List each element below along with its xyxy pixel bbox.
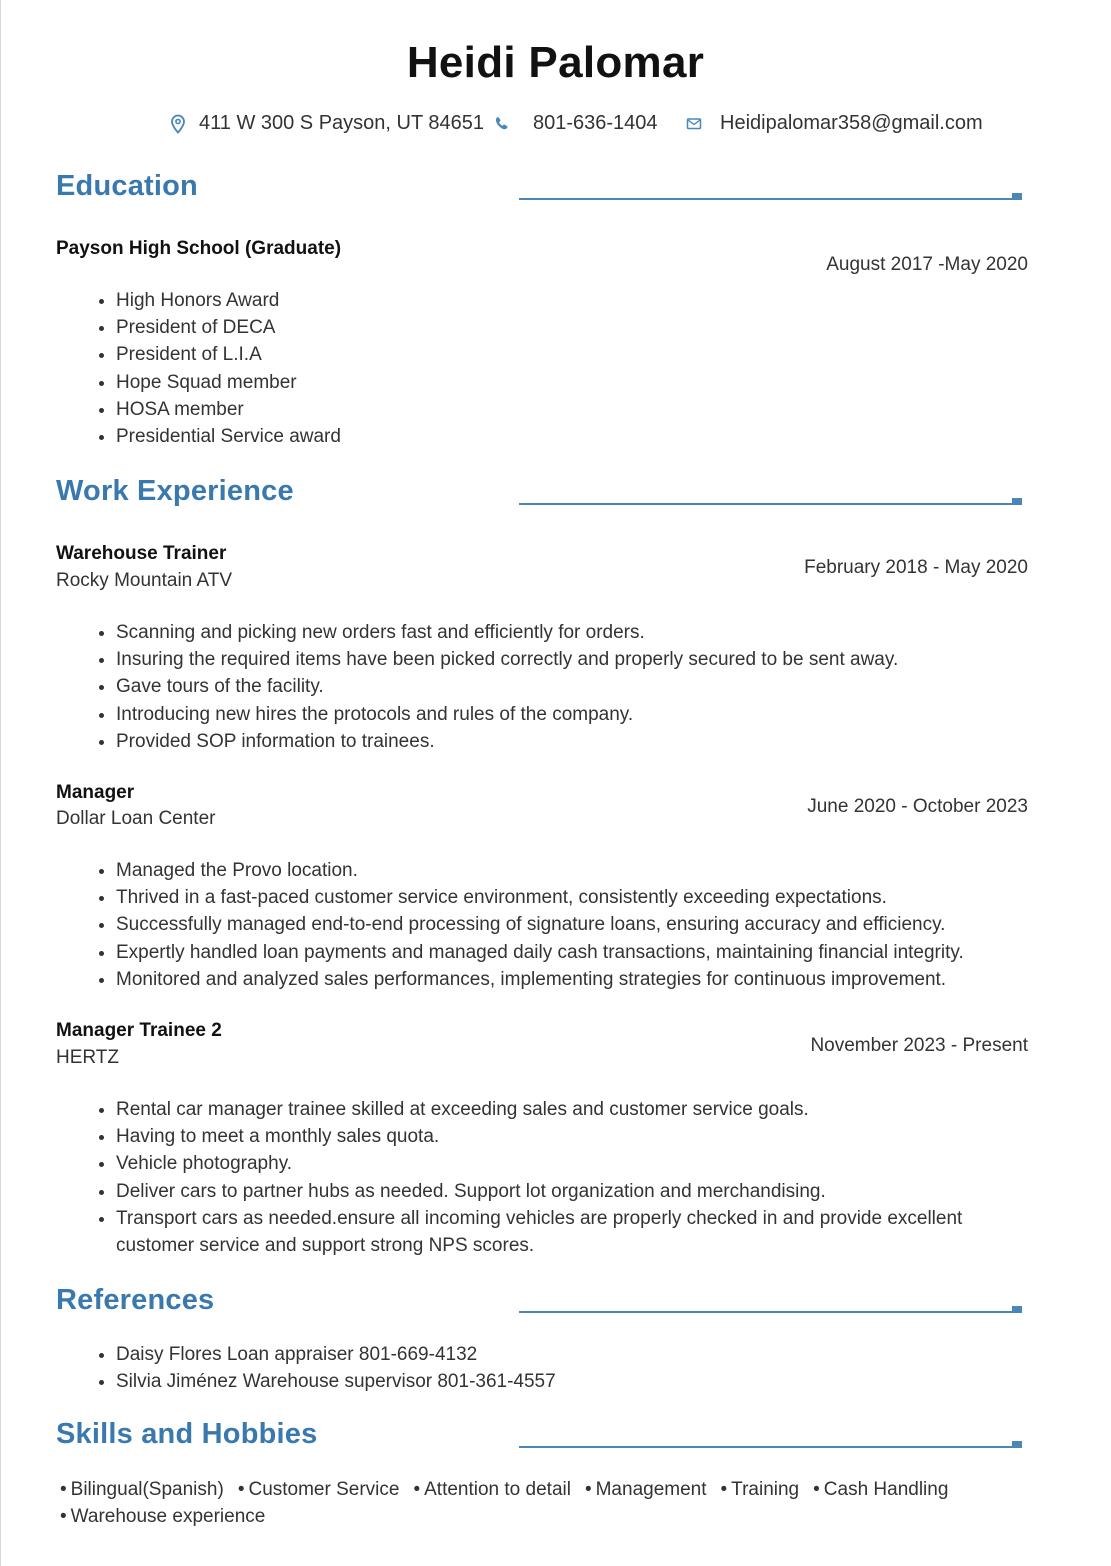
skill-item: • Warehouse experience [60, 1503, 265, 1530]
job-title: Manager [56, 782, 135, 803]
section-rule [519, 1446, 1021, 1448]
list-item: • President of DECA [116, 314, 1046, 341]
page-title: Heidi Palomar [406, 38, 705, 87]
list-item: • HOSA member [116, 396, 1046, 423]
list-item: • Transport cars as needed.ensure all incoming vehicles are properly checked in and provide excellent customer service and support strong NPS scores. [116, 1205, 996, 1259]
section-rule [519, 503, 1021, 505]
list-item: • Insuring the required items have been picked correctly and properly secured to be sent away. [116, 646, 1046, 673]
company-name: HERTZ [56, 1047, 119, 1068]
skill-item: • Customer Service [238, 1476, 400, 1503]
education-list [56, 287, 1046, 450]
job-date: November 2023 - Present [810, 1035, 1028, 1056]
list-item: • Expertly handled loan payments and managed daily cash transactions, maintaining financial integrity. [116, 939, 1046, 966]
list-item: • Scanning and picking new orders fast and efficiently for orders. [116, 619, 1046, 646]
list-item: • President of L.I.A [116, 341, 1046, 368]
section-heading-education: Education [56, 170, 198, 202]
section-rule [519, 198, 1021, 200]
list-item: • High Honors Award [116, 287, 1046, 314]
education-date: August 2017 -May 2020 [826, 254, 1028, 275]
skill-item: • Bilingual(Spanish) [60, 1476, 224, 1503]
skill-item: • Cash Handling [813, 1476, 948, 1503]
list-item: • Having to meet a monthly sales quota. [116, 1123, 996, 1150]
list-item: • Silvia Jiménez Warehouse supervisor 801-361-4557 [116, 1368, 1046, 1395]
mail-icon [686, 117, 702, 131]
job-duties-list [56, 619, 1046, 755]
list-item: • Vehicle photography. [116, 1150, 996, 1177]
company-name: Rocky Mountain ATV [56, 570, 233, 591]
skill-item: • Management [585, 1476, 707, 1503]
job-date: February 2018 - May 2020 [804, 557, 1028, 578]
skills-list [60, 1476, 1020, 1530]
job-title: Warehouse Trainer [56, 543, 227, 564]
list-item: • Managed the Provo location. [116, 857, 1046, 884]
list-item: • Provided SOP information to trainees. [116, 728, 1046, 755]
list-item: • Introducing new hires the protocols and rules of the company. [116, 701, 1046, 728]
list-item: • Gave tours of the facility. [116, 673, 1046, 700]
email-text: Heidipalomar358@gmail.com [720, 112, 983, 134]
section-rule-end [1012, 193, 1022, 200]
section-rule-end [1012, 1306, 1022, 1313]
section-rule-end [1012, 1441, 1022, 1448]
school-name: Payson High School (Graduate) [56, 238, 342, 259]
list-item: • Daisy Flores Loan appraiser 801-669-4132 [116, 1341, 1046, 1368]
phone-text: 801-636-1404 [533, 112, 658, 134]
contact-address [170, 112, 484, 135]
company-name: Dollar Loan Center [56, 808, 216, 829]
phone-icon [493, 115, 511, 133]
job-duties-list [56, 1096, 996, 1259]
references-list [56, 1341, 1046, 1395]
contact-phone [493, 112, 658, 135]
location-pin-icon [170, 114, 186, 134]
section-rule-end [1012, 498, 1022, 505]
section-heading-skills: Skills and Hobbies [56, 1418, 318, 1450]
job-date: June 2020 - October 2023 [807, 796, 1028, 817]
list-item: • Successfully managed end-to-end processing of signature loans, ensuring accuracy and efficiency. [116, 911, 1046, 938]
list-item: • Thrived in a fast-paced customer service environment, consistently exceeding expectations. [116, 884, 1046, 911]
job-duties-list [56, 857, 1046, 993]
skill-item: • Training [721, 1476, 800, 1503]
section-heading-work-experience: Work Experience [56, 475, 294, 507]
skill-item: • Attention to detail [413, 1476, 570, 1503]
section-heading-references: References [56, 1284, 215, 1316]
job-title: Manager Trainee 2 [56, 1020, 222, 1041]
section-rule [519, 1311, 1021, 1313]
list-item: • Deliver cars to partner hubs as needed. Support lot organization and merchandising. [116, 1178, 996, 1205]
list-item: • Hope Squad member [116, 369, 1046, 396]
list-item: • Monitored and analyzed sales performances, implementing strategies for continuous improvement. [116, 966, 1046, 993]
list-item: • Rental car manager trainee skilled at exceeding sales and customer service goals. [116, 1096, 996, 1123]
page-border [0, 0, 1, 1566]
contact-email [686, 112, 983, 135]
address-text: 411 W 300 S Payson, UT 84651 [199, 112, 484, 134]
list-item: • Presidential Service award [116, 423, 1046, 450]
